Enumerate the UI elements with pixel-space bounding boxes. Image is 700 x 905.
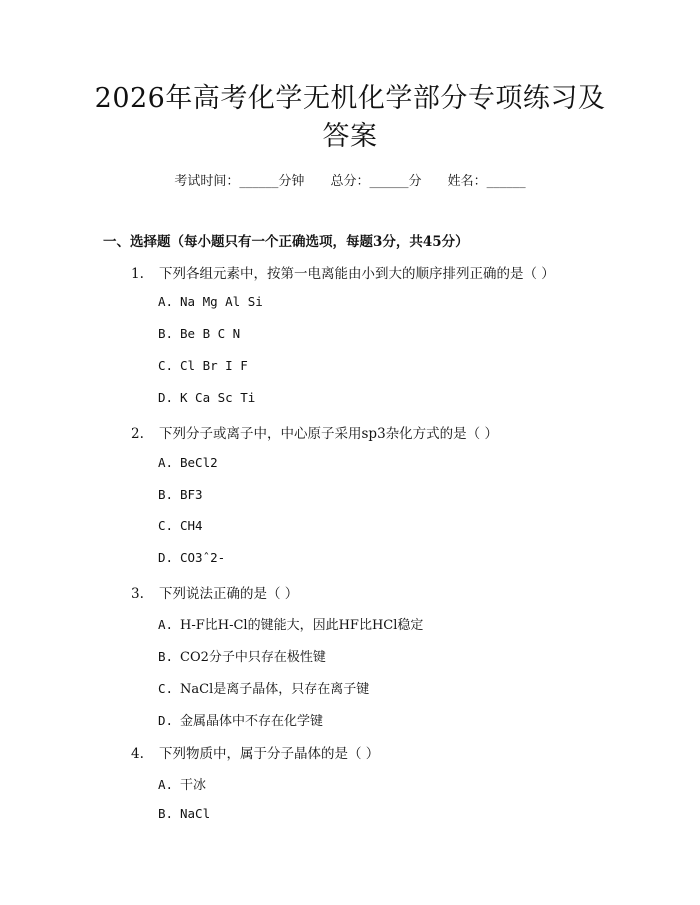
question-1 [131, 262, 555, 282]
question-text: 下列说法正确的是（ ） [159, 586, 299, 602]
question-number: 3. [131, 586, 144, 602]
option-label: B. [158, 806, 174, 821]
question-number: 4. [131, 746, 144, 762]
section-title: 一、选择题（每小题只有一个正确选项，每题3分，共45分） [103, 234, 469, 250]
question-number: 1. [131, 266, 144, 282]
option-2b [158, 487, 203, 503]
option-1a [158, 294, 263, 310]
question-text: 下列各组元素中，按第一电离能由小到大的顺序排列正确的是（ ） [159, 266, 555, 282]
option-3c [158, 678, 369, 697]
question-text: 下列物质中，属于分子晶体的是（ ） [159, 746, 380, 762]
option-label: B. [158, 649, 174, 664]
option-label: A. [158, 617, 174, 632]
student-name-field: 姓名：______ [447, 174, 526, 189]
option-4b [158, 806, 210, 822]
question-3 [131, 582, 298, 602]
option-label: D. [158, 713, 174, 728]
option-text: NaCl是离子晶体，只存在离子键 [180, 682, 370, 697]
option-text: NaCl [180, 806, 211, 821]
question-2 [131, 422, 498, 442]
question-number: 2. [131, 426, 144, 442]
option-1d [158, 390, 255, 406]
option-text: BF3 [180, 487, 203, 502]
option-text: 金属晶体中不存在化学键 [180, 714, 324, 729]
option-text: Na Mg Al Si [180, 294, 263, 309]
option-2d [158, 550, 225, 566]
option-label: D. [158, 390, 174, 405]
exam-meta [0, 170, 700, 189]
option-label: B. [158, 326, 174, 341]
option-text: H-F比H-Cl的键能大，因此HF比HCl稳定 [180, 618, 424, 633]
option-2c [158, 518, 203, 534]
document-title: 2026年高考化学无机化学部分专项练习及答案 [94, 83, 606, 152]
option-text: CO2分子中只存在极性键 [180, 650, 326, 665]
option-text: K Ca Sc Ti [180, 390, 256, 405]
option-1c [158, 358, 248, 374]
option-text: BeCl2 [180, 455, 218, 470]
exam-time-field: 考试时间：______分钟 [174, 174, 305, 189]
option-text: Be B C N [180, 326, 241, 341]
question-4 [131, 742, 379, 762]
option-label: C. [158, 358, 174, 373]
option-label: C. [158, 681, 174, 696]
option-2a [158, 455, 218, 471]
option-label: C. [158, 518, 174, 533]
option-text: 干冰 [180, 778, 207, 793]
option-1b [158, 326, 240, 342]
option-3b [158, 646, 326, 665]
question-text: 下列分子或离子中，中心原子采用sp3杂化方式的是（ ） [159, 426, 498, 442]
option-4a [158, 774, 206, 793]
option-label: A. [158, 294, 174, 309]
option-text: Cl Br I F [180, 358, 248, 373]
option-label: D. [158, 550, 174, 565]
option-label: A. [158, 777, 174, 792]
option-text: CH4 [180, 518, 203, 533]
option-label: B. [158, 487, 174, 502]
option-3d [158, 710, 323, 729]
option-label: A. [158, 455, 174, 470]
option-3a [158, 614, 423, 633]
option-text: CO3ˆ2- [180, 550, 226, 565]
total-score-field: 总分：______分 [330, 174, 422, 189]
